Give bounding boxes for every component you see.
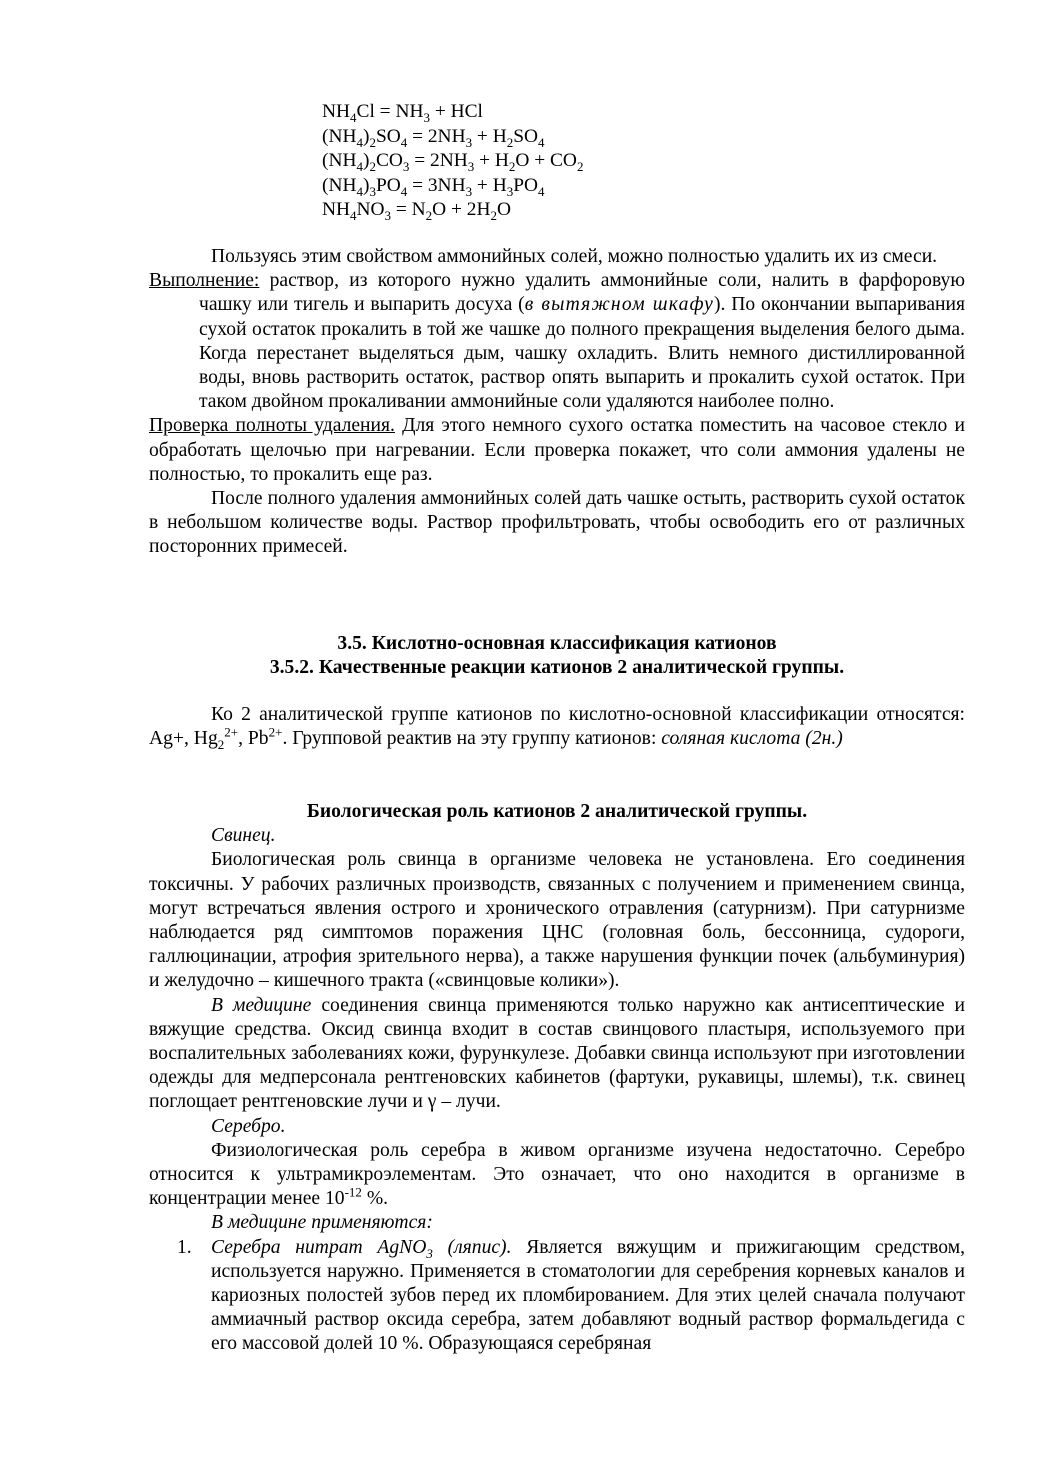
lead-title: Свинец. <box>211 825 276 847</box>
equations-block <box>322 100 583 223</box>
silver-paragraph-1: Физиологическая роль серебра в живом организме изучена недостаточно. Серебро относится к ультрамикроэлементам. Это означает, что оно находится в организме в концентрации менее $10^{-12}$ %. <box>149 1139 965 1210</box>
bio-heading: Биологическая роль катионов 2 аналитической группы. <box>306 801 808 822</box>
equation: $NH_4NO_3 = N_2O + 2H_2O$ <box>322 199 512 224</box>
lead-paragraph-1: Биологическая роль свинца в организме человека не установлена. Его соединения токсичны. У рабочих различных производств, связанных с получением и применением свинца, могут встречаться явления острого и хронического отравления (сатурнизм). При сатурнизме наблюдается ряд симптомов поражения ЦНС (головная боль, бессонница, судороги, галлюцинации, атрофия зрительного нерва), а также нарушения функции почек (альбуминурия) и желудочно – кишечного тракта («свинцовые колики»). <box>149 849 965 992</box>
section-heading: 3.5. Кислотно-основная классификация катионов <box>337 633 777 654</box>
procedure-paragraph: Выполнение: раствор, из которого нужно удалить аммонийные соли, налить в фарфоровую чашку или тигель и выпарить досуха (в вытяжном шкафу). По окончании выпаривания сухой остаток прокалить в той же чашке до полного прекращения выделения белого дыма. Когда перестанет выделяться дым, чашку охладить. Влить немного дистиллированной воды, вновь растворить остаток, раствор опять выпарить и прокалить сухой остаток. При таком двойном прокаливании аммонийные соли удаляются наиболее полно. <box>149 270 966 413</box>
group-section <box>149 703 965 751</box>
bio-section <box>149 800 965 1357</box>
section-headings <box>149 632 965 680</box>
check-label: Проверка полноты удаления. <box>149 415 395 437</box>
lead-paragraph-2: В медицине соединения свинца применяются только наружно как антисептические и вяжущие средства. Оксид свинца входит в состав свинцового пластыря, используемого при воспалительных заболеваниях кожи, фурункулезе. Добавки свинца используют при изготовлении одежды для медперсонала рентгеновских кабинетов (фартуки, рукавицы, шлемы), т.к. свинец поглощает рентгеновские лучи и γ – лучи. <box>149 994 965 1113</box>
procedure-label: Выполнение: <box>149 270 260 292</box>
after-paragraph: После полного удаления аммонийных солей дать чашке остыть, растворить сухой остаток в небольшом количестве воды. Раствор профильтровать, чтобы освободить его от различных посторонних примесей. <box>149 488 965 558</box>
equation: $(NH_4)_2SO_4 = 2NH_3 + H_2SO_4$ <box>322 125 545 150</box>
equation: $(NH_4)_2CO_3 = 2NH_3 + H_2O + CO_2$ <box>322 150 584 175</box>
group-paragraph: Ко 2 аналитической группе катионов по кислотно-основной классификации относятся: Ag+, $Hg_2^{2+}$, $Pb^{2+}$. Групповой реактив на эту группу катионов: соляная кислота (2н.) <box>149 704 965 753</box>
silver-uses-list <box>149 1236 965 1357</box>
equation: $(NH_4)_3PO_4 = 3NH_3 + H_3PO_4$ <box>322 174 545 199</box>
check-paragraph: Проверка полноты удаления. Для этого немного сухого остатка поместить на часовое стекло и обработать щелочью при нагревании. Если проверка покажет, что соли аммония удалены не полностью, то прокалить еще раз. <box>149 415 965 485</box>
equation: $NH_4Cl = NH_3$ + HCl <box>322 101 483 125</box>
silver-title: Серебро. <box>211 1115 286 1137</box>
list-item: 1. Серебра нитрат AgNO$_3$ (ляпис). Является вяжущим и прижигающим средством, используется наружно. Применяется в стоматологии для серебрения корневых каналов и кариозных полостей зубов перед их пломбированием. Для этих целей сначала получают аммиачный раствор оксида серебра, затем добавляют водный раствор формальдегида с его массовой долей 10 %. Образующаяся серебряная <box>177 1236 965 1355</box>
subsection-heading: 3.5.2. Качественные реакции катионов 2 аналитической группы. <box>269 657 845 679</box>
intro-paragraph: Пользуясь этим свойством аммонийных солей, можно полностью удалить их из смеси. <box>211 246 938 267</box>
silver-uses-label: В медицине применяются: <box>211 1212 433 1234</box>
list-item-number: 1. <box>177 1236 192 1258</box>
procedure-section <box>149 245 965 560</box>
